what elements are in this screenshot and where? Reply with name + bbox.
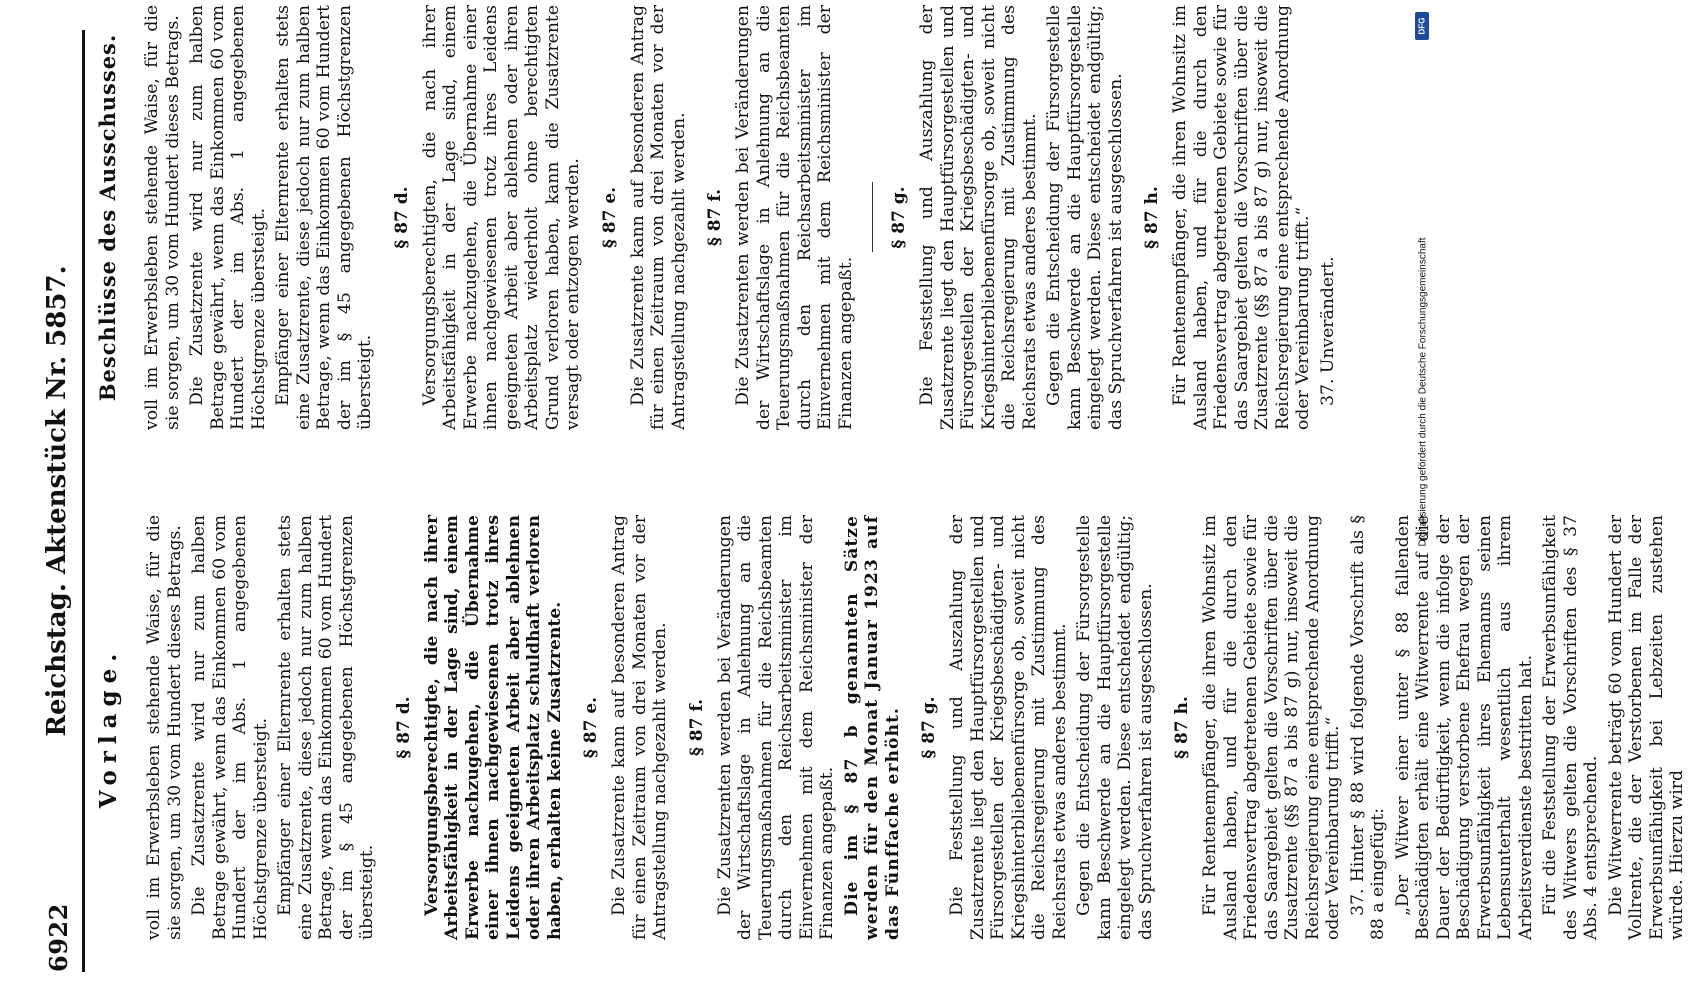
paragraph: Die Zusatzrente wird nur zum halben Betrage gewährt, wenn das Einkommen 60 vom Hundert der im Abs. 1 angegebenen Höchstgrenze übersteigt.: [189, 515, 271, 940]
section-number: § 87 e.: [599, 186, 620, 249]
paragraph: Für Rentenempfänger, die ihren Wohnsitz im Ausland haben, und für die durch den Friedensvertrag abgetretenen Gebiete sowie für das Saargebiet gelten die Vorschriften über die Zusatzrente (§§ 87 a bis 87 g) nur, insoweit die Reichsregierung eine entsprechende Anordnung oder Vereinbarung trifft.“: [1170, 5, 1313, 430]
paragraph: voll im Erwerbsleben stehende Waise, für die sie sorgen, um 30 vom Hundert dieses Betrags.: [142, 5, 183, 430]
short-rule: [872, 183, 873, 253]
column-heading: Beschlüsse des Ausschusses.: [95, 33, 120, 402]
paragraph: Die Witwerrente beträgt 60 vom Hundert der Vollrente, die der Verstorbenen im Falle der Erwerbsunfähigkeit bei Lebzeiten zustehen würde. Hierzu wird: [1605, 515, 1687, 940]
paragraph: Die Zusatzrenten werden bei Veränderungen der Wirtschaftslage in Anlehnung an die Teuerungsmaßnahmen für die Reichsbeamten durch den Reichsarbeitsminister im Einvernehmen mit dem Reichsminister der Finanzen angepaßt.: [733, 5, 856, 430]
paragraph: Empfänger einer Elternrente erhalten stets eine Zusatzrente, diese jedoch nur zum halben Betrage, wenn das Einkommen 60 vom Hundert der im § 45 angegebenen Höchstgrenzen übersteigt.: [273, 5, 375, 430]
section-number: § 87 f.: [705, 189, 725, 247]
column-heading: Vorlage.: [95, 646, 122, 809]
section-number: § 87 h.: [1142, 186, 1162, 249]
section-number: § 87 g.: [889, 186, 909, 249]
paragraph: Die im § 87 b genannten Sätze werden für den Monat Januar 1923 auf das Fünffache erhöht.: [841, 515, 903, 940]
paragraph: 37. Unverändert.: [1317, 256, 1338, 406]
section-number: § 87 d.: [391, 186, 412, 249]
column-body: [144, 515, 1688, 940]
paragraph: Die Zusatzrente wird nur zum halben Betrage gewährt, wenn das Einkommen 60 vom Hundert der im Abs. 1 angegebenen Höchstgrenze übersteigt.: [187, 5, 269, 430]
paragraph: 37. Hinter § 88 wird folgende Vorschrift als § 88 a eingefügt:: [1347, 515, 1388, 940]
section-number: § 87 e.: [581, 696, 601, 759]
paragraph: Die Feststellung und Auszahlung der Zusatzrente liegt den Hauptfürsorgestellen und Fürsorgestellen der Kriegsbeschädigten- und Kriegshinterbliebenenfürsorge ob, soweit nicht die Reichsregierung mit Zustimmung des Reichsrats etwas anderes bestimmt.: [917, 5, 1040, 430]
paragraph: Versorgungsberechtigten, die nach ihrer Arbeitsfähigkeit in der Lage sind, einem Erwerbe nachzugehen, die Übernahme einer ihnen nachgewiesenen trotz ihres Leidens geeigneten Arbeit aber ablehnen oder ihren Arbeitsplatz wiederholt ohne berechtigten Grund verloren haben, kann die Zusatzrente versagt oder entzogen werden.: [419, 5, 583, 430]
paragraph: Die Zusatzrente kann auf besonderen Antrag für einen Zeitraum von drei Monaten vor der Antragstellung nachgezahlt werden.: [627, 5, 689, 430]
paragraph: Die Feststellung und Auszahlung der Zusatzrente liegt den Hauptfürsorgestellen und Fürsorgestellen der Kriegsbeschädigten- und Kriegshinterbliebenenfürsorge ob, soweit nicht die Reichsregierung mit Zustimmung des Reichsrats etwas anderes bestimmt.: [947, 515, 1070, 940]
paragraph: Für Rentenempfänger, die ihren Wohnsitz im Ausland haben, und für die durch den Friedensvertrag abgetretenen Gebiete sowie für das Saargebiet gelten die Vorschriften über die Zusatzrente (§§ 87 a bis 87 g) nur, insoweit die Reichsregierung eine entsprechende Anordnung oder Vereinbarung trifft.“: [1200, 515, 1343, 940]
dfg-logo-icon: DFG: [1415, 12, 1429, 40]
page-number: 6922: [44, 903, 73, 972]
paragraph: „Der Witwer einer unter § 88 fallenden Beschädigten erhält eine Witwerrente auf die Dauer der Bedürftigkeit, wenn die infolge der Beschädigung verstorbene Ehefrau wegen der Erwerbsunfähigkeit ihres Ehemanns seinen Lebensunterhalt wesentlich aus ihrem Arbeitsverdienste bestritten hat.: [1392, 515, 1536, 940]
column-vorlage: [95, 515, 1692, 940]
paragraph: Die Zusatzrente kann auf besonderen Antrag für einen Zeitraum von drei Monaten vor der Antragstellung nachgezahlt werden.: [609, 515, 670, 940]
paragraph: Gegen die Entscheidung der Fürsorgestelle kann Beschwerde an die Hauptfürsorgestelle eingelegt werden. Diese entscheidet endgültig; das Spruchverfahren ist ausgeschlossen.: [1044, 5, 1126, 430]
section-number: § 87 f.: [686, 699, 707, 757]
header-rule: [82, 30, 85, 972]
section-number: § 87 d.: [393, 696, 414, 759]
column-beschluesse: [95, 5, 1342, 430]
digitization-note-text: Digitalisierung gefördert durch die Deutsche Forschungsgemeinschaft: [1417, 237, 1429, 547]
paragraph: Für die Feststellung der Erwerbsunfähigkeit des Witwers gelten die Vorschriften des § 37 Abs. 4 entsprechend.: [1540, 515, 1601, 940]
column-body: [142, 5, 1338, 430]
digitization-note: [1412, 4, 1434, 994]
paragraph: Die Zusatzrenten werden bei Veränderungen der Wirtschaftslage in Anlehnung an die Teuerungsmaßnahmen für die Reichsbeamten durch den Reichsarbeitsminister im Einvernehmen mit dem Reichsminister der Finanzen angepaßt.: [714, 515, 837, 940]
paragraph: Versorgungsberechtigte, die nach ihrer Arbeitsfähigkeit in der Lage sind, einem Erwerbe nachzugehen, die Übernahme einer ihnen nachgewiesenen trotz ihres Leidens geeigneten Arbeit aber ablehnen oder ihren Arbeitsplatz schuldhaft verloren haben, erhalten keine Zusatzrente.: [421, 515, 565, 940]
section-number: § 87 h.: [1172, 696, 1192, 759]
page-title: Reichstag. Aktenstück Nr. 5857.: [42, 265, 72, 737]
paragraph: voll im Erwerbsleben stehende Waise, für die sie sorgen, um 30 vom Hundert dieses Betrags.: [144, 515, 185, 940]
running-head: [40, 30, 74, 972]
paragraph: Gegen die Entscheidung der Fürsorgestelle kann Beschwerde an die Hauptfürsorgestelle eingelegt werden. Diese entscheidet endgültig; das Spruchverfahren ist ausgeschlossen.: [1074, 515, 1156, 940]
paragraph: Empfänger einer Elternrente erhalten stets eine Zusatzrente, diese jedoch nur zum halben Betrage, wenn das Einkommen 60 vom Hundert der im § 45 angegebenen Höchstgrenzen übersteigt.: [275, 515, 377, 940]
section-number: § 87 g.: [919, 696, 939, 759]
